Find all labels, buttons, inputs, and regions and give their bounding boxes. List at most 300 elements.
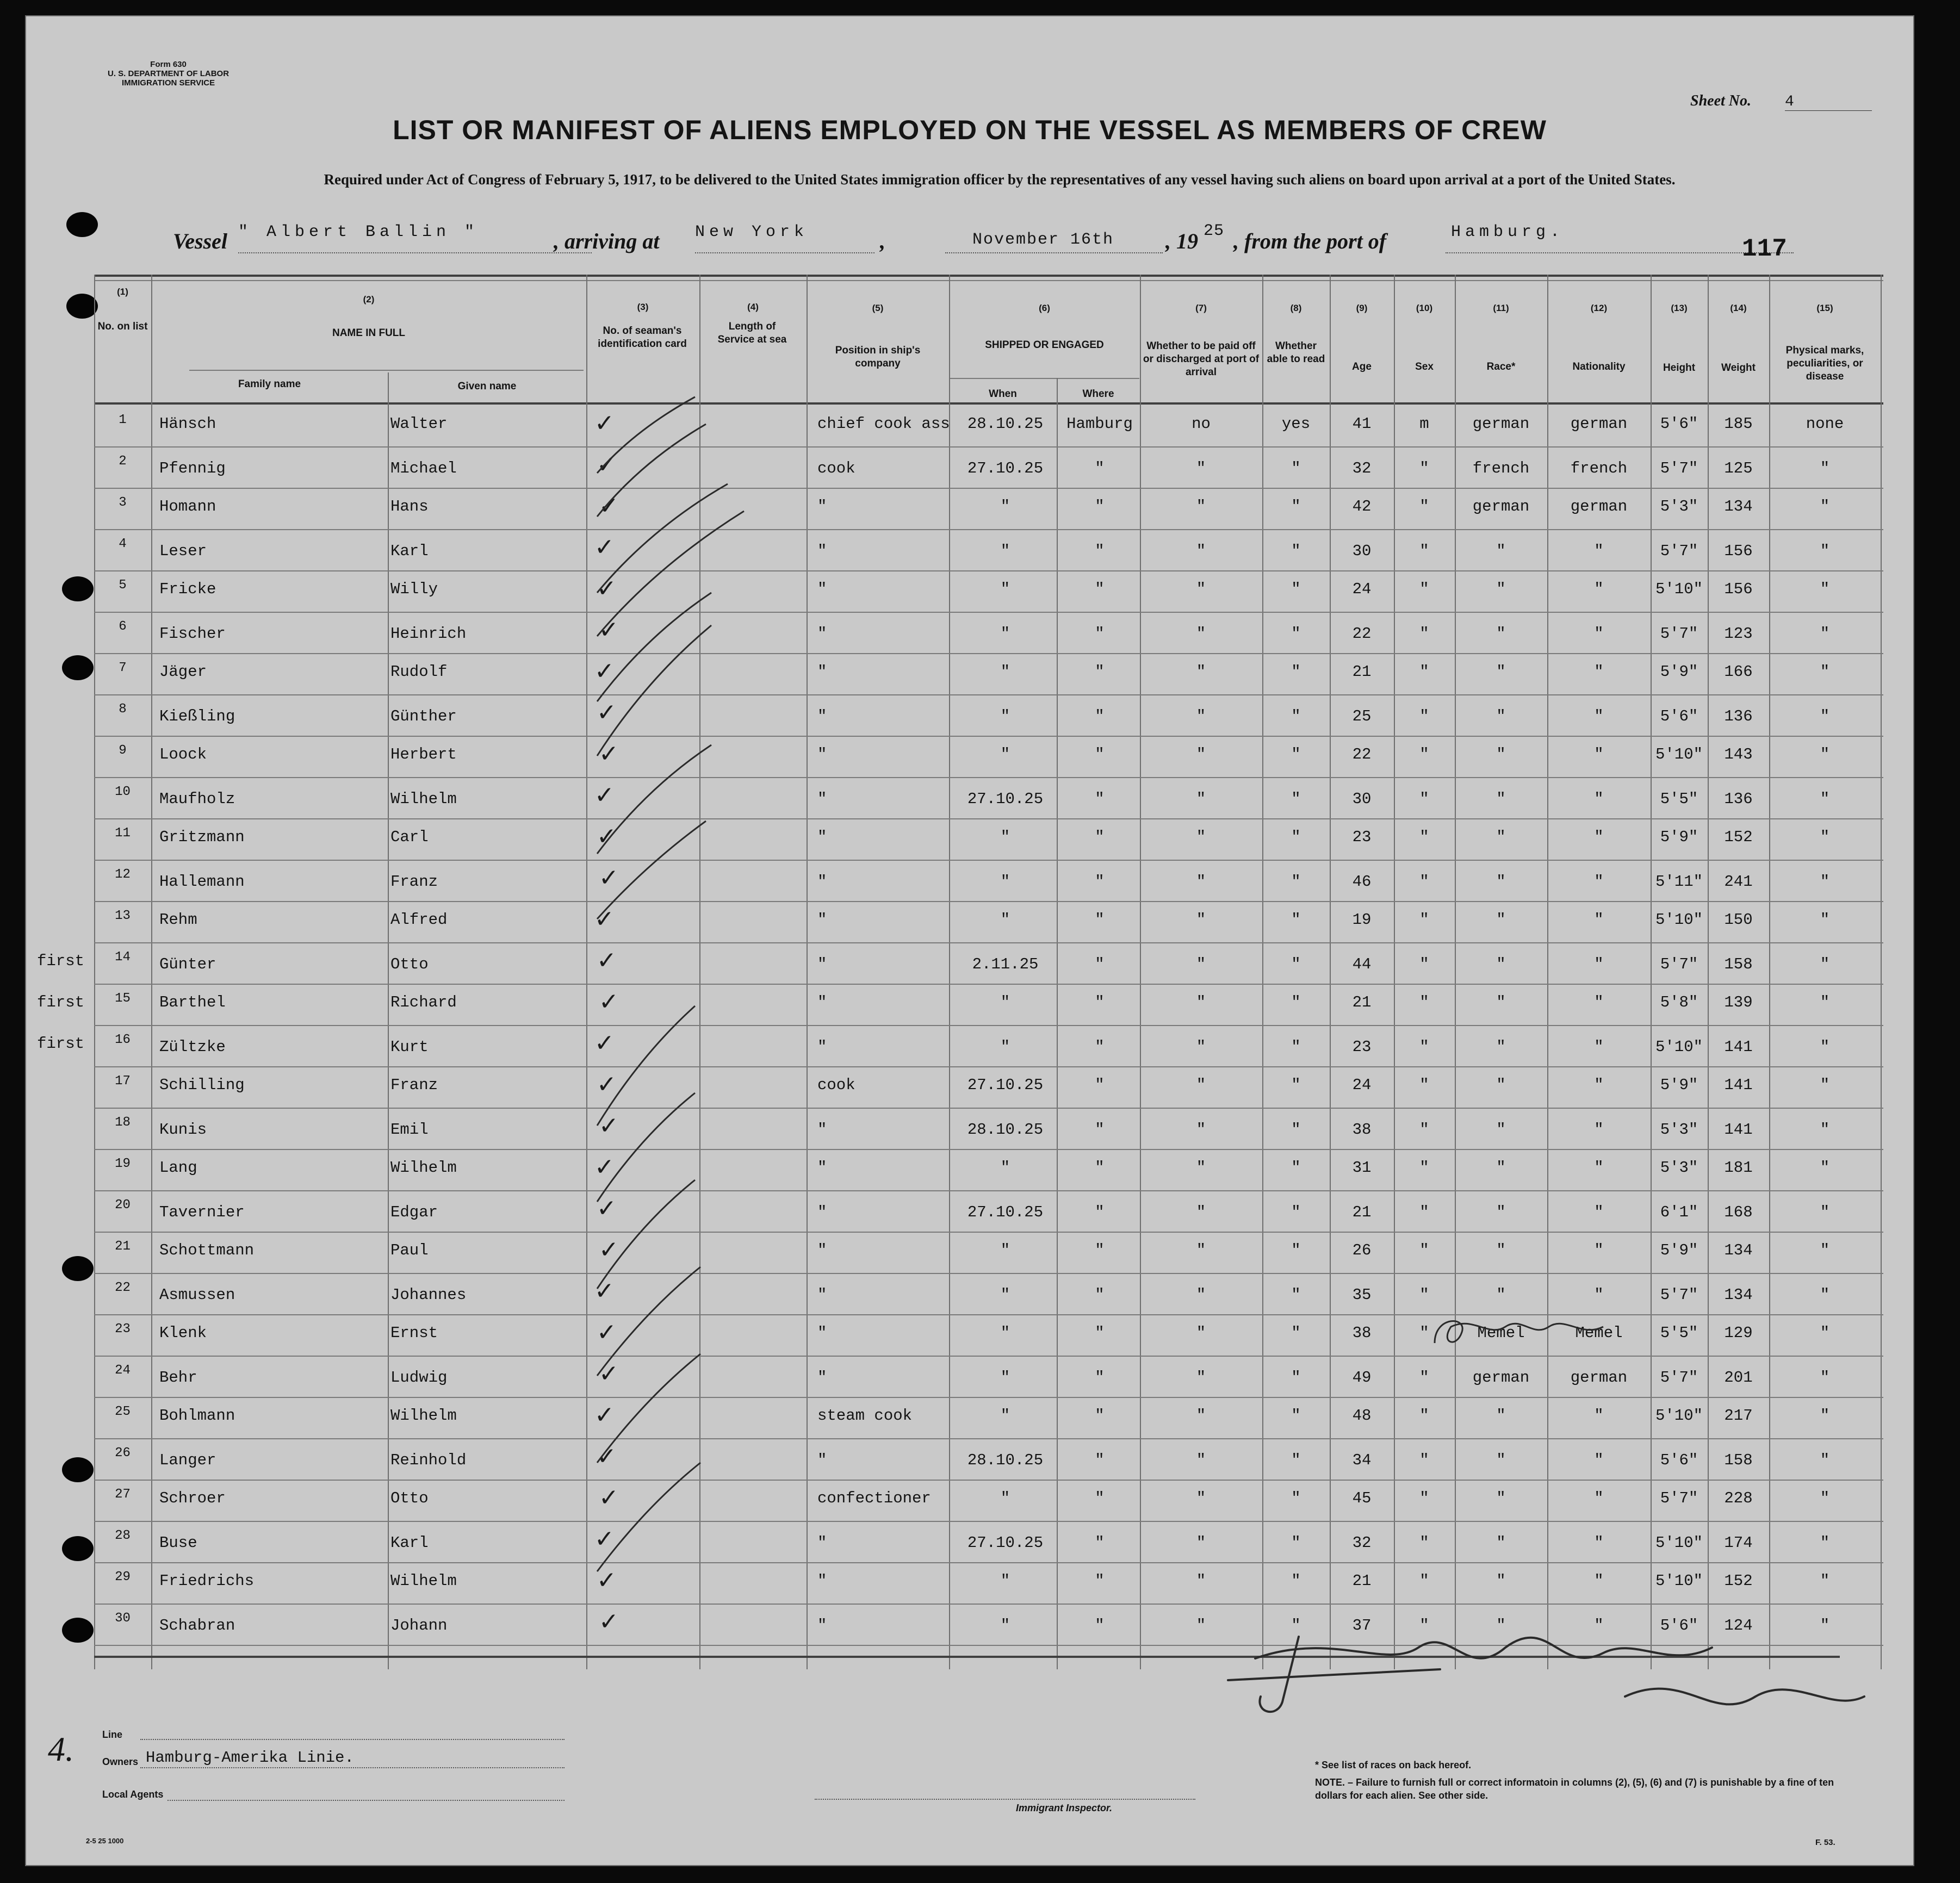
paid-off: " — [1196, 1534, 1206, 1552]
shipped-when: " — [1000, 1572, 1010, 1590]
able-to-read: " — [1291, 707, 1301, 725]
row-number: 30 — [115, 1611, 131, 1626]
check-mark-icon: ✓ — [594, 1277, 615, 1305]
check-mark-icon: ✓ — [599, 1608, 619, 1636]
row-number: 14 — [115, 950, 131, 965]
nationality: " — [1594, 828, 1604, 846]
family-name: Kießling — [159, 707, 235, 725]
position: " — [817, 1451, 827, 1469]
family-name: Hallemann — [159, 873, 245, 891]
shipped-where: " — [1095, 1407, 1105, 1425]
race: " — [1496, 911, 1506, 929]
nationality: " — [1594, 707, 1604, 725]
shipped-where: " — [1095, 1121, 1105, 1139]
position: " — [817, 625, 827, 643]
able-to-read: " — [1291, 790, 1301, 808]
height: 5'3" — [1660, 1121, 1698, 1139]
position: " — [817, 1038, 827, 1056]
shipped-when: " — [1000, 1407, 1010, 1425]
shipped-where: " — [1095, 1534, 1105, 1552]
col14-header: Weight — [1721, 362, 1756, 374]
age: 30 — [1352, 790, 1372, 808]
position: cook — [817, 459, 855, 477]
age: 25 — [1352, 707, 1372, 725]
shipped-when: 27.10.25 — [967, 790, 1044, 808]
race: " — [1496, 663, 1506, 681]
position: " — [817, 828, 827, 846]
able-to-read: " — [1291, 1159, 1301, 1177]
physical-marks: " — [1820, 580, 1830, 598]
physical-marks: " — [1820, 707, 1830, 725]
shipped-when: " — [1000, 911, 1010, 929]
age: 24 — [1352, 1076, 1372, 1094]
physical-marks: none — [1806, 415, 1844, 433]
shipped-when: " — [1000, 993, 1010, 1011]
height: 5'9" — [1660, 1076, 1698, 1094]
paid-off: " — [1196, 1121, 1206, 1139]
family-name: Loock — [159, 745, 207, 763]
shipped-when: " — [1000, 542, 1010, 560]
row-rule — [94, 777, 1883, 778]
position: " — [817, 542, 827, 560]
nationality: " — [1594, 1286, 1604, 1304]
row-rule — [94, 818, 1883, 819]
able-to-read: " — [1291, 1076, 1301, 1094]
column-rule — [388, 372, 389, 1669]
age: 32 — [1352, 459, 1372, 477]
able-to-read: " — [1291, 993, 1301, 1011]
check-mark-icon: ✓ — [597, 823, 617, 850]
shipped-when: 28.10.25 — [967, 415, 1044, 433]
age: 23 — [1352, 828, 1372, 846]
inspector-label: Immigrant Inspector. — [1016, 1803, 1113, 1813]
punch-hole — [62, 1256, 94, 1281]
able-to-read: " — [1291, 663, 1301, 681]
shipped-where: " — [1095, 745, 1105, 763]
weight: 152 — [1724, 1572, 1753, 1590]
check-mark-icon: ✓ — [599, 1360, 619, 1388]
check-mark-icon: ✓ — [594, 1153, 615, 1181]
given-name: Walter — [390, 415, 448, 433]
row-rule — [94, 570, 1883, 571]
weight: 124 — [1724, 1617, 1753, 1635]
age: 34 — [1352, 1451, 1372, 1469]
height: 5'5" — [1660, 790, 1698, 808]
col1-number: (1) — [117, 287, 128, 297]
family-name: Fricke — [159, 580, 216, 598]
physical-marks: " — [1820, 1451, 1830, 1469]
paid-off: " — [1196, 1159, 1206, 1177]
weight: 136 — [1724, 707, 1753, 725]
row-number: 24 — [115, 1363, 131, 1378]
paid-off: " — [1196, 707, 1206, 725]
family-name: Schabran — [159, 1617, 235, 1635]
able-to-read: " — [1291, 828, 1301, 846]
owners-underline — [140, 1767, 565, 1768]
position: " — [817, 1324, 827, 1342]
col6-where-header: Where — [1082, 388, 1114, 400]
nationality: " — [1594, 542, 1604, 560]
given-name: Alfred — [390, 911, 448, 929]
race: german — [1472, 1369, 1530, 1387]
col4-number: (4) — [747, 302, 759, 312]
sex: " — [1419, 1572, 1429, 1590]
vessel-underline — [238, 252, 592, 253]
manifest-sheet: Form 630 U. S. DEPARTMENT OF LABOR IMMIGRATION SERVICE Sheet No. 4 LIST OR MANIFEST OF ALIENS EMPLOYED ON THE VESSEL AS MEMBERS OF CREW Required under Act of Congress of February 5, 1917, to be delivered to the United States immigration officer by the representatives of any vessel having such aliens on board upon arrival at a port of the United States. Vessel " Albert Ballin " , arriving at New York , November 16th , 19 25 , from the port of Hamburg. 117 first first first (1) No. on list (2) NAME IN FULL Family name Given name (3) No. of seaman's identification card (4) Length of Service at sea (5) Position in ship's company (6) SHIPPED OR ENGAGED When Where (7) Whether to be paid off or discharged at port of arrival (8) Whether able to read (9) Age (10) Sex (11) Race* (12) Nationality (13) Height (14) Weight (15) Physical marks, peculiarities, or disease 1 Hänsch Walter chief cook ass 28.10.25 Hamburg no yes 41 m german german 5'6" 185 none ✓ 2 Pfennig Michael cook 27.10.25 " " " 32 " french french 5'7" 125 " ✓ 3 Homann Hans " " " " " 42 " german german 5'3" 134 " ✓ 4 Leser Karl " " " " " 30 " " " 5'7" 156 " ✓ 5 Fricke Willy " " " " " 24 " " " 5'10" 156 " ✓ 6 Fischer Heinrich " " " " " 22 " " " 5'7" 123 " ✓ 7 Jäger Rudolf " " " " " 21 " " " 5'9" 166 " ✓ 8 Kießling Günther " " " " " 25 " " " 5'6" 136 " ✓ 9 Loock Herbert " " " " " 22 " " " 5'10" 143 " ✓ 10 Maufholz Wilhelm " 27.10.25 " " " 30 " " " 5'5" 136 " ✓ 11 Gritzmann Carl " " " " " 23 " " " 5'9" 152 " ✓ 12 Hallemann Franz " " " " " 46 " " " 5'11" 241 " ✓ 13 Rehm Alfred " " " " " 19 " " " 5'10" 150 " ✓ 14 Günter Otto " 2.11.25 " " " 44 " " " 5'7" 158 " ✓ 15 Barthel Richard " " " " " 21 " " " 5'8" 139 " ✓ 16 Zültzke Kurt " " " " " 23 " " " 5'10" 141 " ✓ 17 Schilling Franz cook 27.10.25 " " " 24 " " " 5'9" 141 " ✓ 18 Kunis Emil " 28.10.25 " " " 38 " " " 5'3" 141 " ✓ 19 Lang Wilhelm " " " " " 31 " " " 5'3" 181 " ✓ 20 Tavernier Edgar " 27.10.25 " " " 21 " " " 6'1" 168 " ✓ 21 Schottmann Paul " " " " " 26 " " " 5'9" 134 " ✓ 22 Asmussen Johannes " " " " " 35 " " " 5'7" 134 " ✓ 23 Klenk Ernst " " " " " 38 " Memel Memel 5'5" 129 " ✓ 24 Behr Ludwig " " " " " 49 " german german 5'7" 201 " ✓ 25 Bohlmann Wilhelm steam cook " " " " 48 " " " 5'10" 217 " ✓ 26 Langer Reinhold " 28.10.25 " " " 34 " " " 5'6" 158 " ✓ 27 Schroer Otto confectioner " " " " 45 " " " 5'7" 228 " ✓ 28 Buse Karl " 27.10.25 " " " 32 " " " 5'10" 174 " ✓ 29 Friedrichs Wilhelm " " " " " 21 " " " 5'10" 152 " ✓ 30 Schabran Johann " " " " " 37 " " " 5'6" 124 " ✓ 4. Line Owners Hamburg-Amerika Linie. Local Agents Immigrant Inspector. * See list of races on back hereof. NOTE. – Failure to furnish full or correct informatoin in columns (2), (5), (6) and (7) is punishable by a fine of ten dollars for each alien. See other side. 2-5 25 1000 F. 53. — [25, 15, 1914, 1866]
vessel-name: " Albert Ballin " — [238, 223, 479, 241]
family-name: Klenk — [159, 1324, 207, 1342]
family-name: Bohlmann — [159, 1407, 235, 1425]
able-to-read: " — [1291, 1203, 1301, 1221]
able-to-read: " — [1291, 1451, 1301, 1469]
nationality: " — [1594, 580, 1604, 598]
row-rule — [94, 1397, 1883, 1398]
able-to-read: yes — [1281, 415, 1311, 433]
race: Memel — [1477, 1324, 1525, 1342]
col15-header: Physical marks, peculiarities, or disease — [1785, 345, 1864, 382]
sex: " — [1419, 663, 1429, 681]
row-number: 29 — [115, 1570, 131, 1584]
col2-number: (2) — [363, 294, 375, 304]
row-rule — [94, 1438, 1883, 1439]
able-to-read: " — [1291, 498, 1301, 515]
weight: 181 — [1724, 1159, 1753, 1177]
family-name: Asmussen — [159, 1286, 235, 1304]
paid-off: " — [1196, 580, 1206, 598]
weight: 141 — [1724, 1038, 1753, 1056]
table-top-rule — [94, 275, 1883, 277]
col2-given-header: Given name — [457, 381, 517, 392]
family-name: Kunis — [159, 1121, 207, 1139]
position: confectioner — [817, 1489, 931, 1507]
shipped-when: " — [1000, 1241, 1010, 1259]
race: " — [1496, 1534, 1506, 1552]
nationality: " — [1594, 1076, 1604, 1094]
header-bottom-rule — [94, 402, 1883, 405]
sex: " — [1419, 1203, 1429, 1221]
paid-off: " — [1196, 1489, 1206, 1507]
race: " — [1496, 993, 1506, 1011]
weight: 185 — [1724, 415, 1753, 433]
weight: 141 — [1724, 1121, 1753, 1139]
age: 45 — [1352, 1489, 1372, 1507]
position: " — [817, 1369, 827, 1387]
paid-off: " — [1196, 1572, 1206, 1590]
side-note: first — [37, 1035, 85, 1053]
height: 5'3" — [1660, 498, 1698, 515]
sex: " — [1419, 1451, 1429, 1469]
physical-marks: " — [1820, 1076, 1830, 1094]
weight: 158 — [1724, 1451, 1753, 1469]
weight: 158 — [1724, 955, 1753, 973]
family-name: Günter — [159, 955, 216, 973]
shipped-where: " — [1095, 1203, 1105, 1221]
height: 5'10" — [1655, 1407, 1703, 1425]
print-mark: 2-5 25 1000 — [86, 1837, 124, 1845]
position: " — [817, 911, 827, 929]
arrival-port: New York — [695, 223, 809, 241]
nationality: " — [1594, 1534, 1604, 1552]
height: 5'6" — [1660, 1617, 1698, 1635]
paid-off: no — [1192, 415, 1211, 433]
race: " — [1496, 1241, 1506, 1259]
age: 21 — [1352, 663, 1372, 681]
paid-off: " — [1196, 1451, 1206, 1469]
height: 5'10" — [1655, 580, 1703, 598]
check-mark-icon: ✓ — [597, 1567, 617, 1594]
shipped-where: " — [1095, 1572, 1105, 1590]
weight: 136 — [1724, 790, 1753, 808]
age: 21 — [1352, 1572, 1372, 1590]
able-to-read: " — [1291, 1324, 1301, 1342]
check-mark-icon: ✓ — [597, 699, 617, 726]
col1-header: No. on list — [97, 321, 148, 332]
shipped-where: " — [1095, 542, 1105, 560]
age: 22 — [1352, 745, 1372, 763]
position: " — [817, 745, 827, 763]
race: " — [1496, 1572, 1506, 1590]
nationality: " — [1594, 1038, 1604, 1056]
able-to-read: " — [1291, 873, 1301, 891]
row-rule — [94, 694, 1883, 695]
height: 5'6" — [1660, 707, 1698, 725]
height: 5'6" — [1660, 1451, 1698, 1469]
weight: 134 — [1724, 498, 1753, 515]
able-to-read: " — [1291, 625, 1301, 643]
race: " — [1496, 1617, 1506, 1635]
row-rule — [94, 1066, 1883, 1067]
shipped-where: " — [1095, 498, 1105, 515]
col15-number: (15) — [1816, 303, 1833, 313]
given-name: Heinrich — [390, 625, 467, 643]
sheet-number-label: Sheet No. — [1690, 92, 1751, 109]
able-to-read: " — [1291, 1534, 1301, 1552]
weight: 125 — [1724, 459, 1753, 477]
paid-off: " — [1196, 1324, 1206, 1342]
weight: 217 — [1724, 1407, 1753, 1425]
shipped-where: Hamburg — [1066, 415, 1133, 433]
sex: " — [1419, 1617, 1429, 1635]
shipped-where: " — [1095, 1369, 1105, 1387]
paid-off: " — [1196, 911, 1206, 929]
family-name: Zültzke — [159, 1038, 226, 1056]
col3-number: (3) — [637, 302, 649, 312]
row-number: 15 — [115, 991, 131, 1006]
given-name: Franz — [390, 873, 438, 891]
age: 21 — [1352, 993, 1372, 1011]
physical-marks: " — [1820, 1203, 1830, 1221]
family-name: Schottmann — [159, 1241, 255, 1259]
age: 37 — [1352, 1617, 1372, 1635]
shipped-when: 27.10.25 — [967, 1534, 1044, 1552]
race: " — [1496, 707, 1506, 725]
row-number: 23 — [115, 1322, 131, 1337]
col14-number: (14) — [1730, 303, 1747, 313]
year-prefix: , 19 — [1165, 229, 1198, 253]
punch-hole — [66, 212, 98, 237]
shipped-when: " — [1000, 498, 1010, 515]
height: 5'10" — [1655, 1038, 1703, 1056]
date-underline — [945, 252, 1163, 253]
column-rule — [807, 275, 808, 1669]
fine-note: NOTE. – Failure to furnish full or correct informatoin in columns (2), (5), (6) and (7) is punishable by a fine of ten dollars for each alien. See other side. — [1315, 1777, 1834, 1801]
checkmark-strokes — [586, 375, 760, 1653]
physical-marks: " — [1820, 498, 1830, 515]
shipped-when: 28.10.25 — [967, 1451, 1044, 1469]
height: 5'10" — [1655, 911, 1703, 929]
physical-marks: " — [1820, 1369, 1830, 1387]
height: 5'3" — [1660, 1159, 1698, 1177]
shipped-when: " — [1000, 663, 1010, 681]
races-note: * See list of races on back hereof. — [1315, 1760, 1472, 1770]
side-note: first — [37, 952, 85, 970]
race: " — [1496, 1121, 1506, 1139]
sheet-number-value: 4 — [1785, 94, 1872, 111]
sex: " — [1419, 873, 1429, 891]
weight: 156 — [1724, 580, 1753, 598]
race: german — [1472, 498, 1530, 515]
paid-off: " — [1196, 873, 1206, 891]
physical-marks: " — [1820, 663, 1830, 681]
given-name: Karl — [390, 1534, 429, 1552]
departure-port: Hamburg. — [1451, 223, 1565, 241]
position: " — [817, 1121, 827, 1139]
nationality: french — [1570, 459, 1628, 477]
row-rule — [94, 446, 1883, 448]
col4-header: Length of Service at sea — [717, 321, 787, 345]
race: " — [1496, 625, 1506, 643]
able-to-read: " — [1291, 580, 1301, 598]
shipped-where: " — [1095, 873, 1105, 891]
row-rule — [94, 860, 1883, 861]
given-name: Paul — [390, 1241, 429, 1259]
weight: 201 — [1724, 1369, 1753, 1387]
position: cook — [817, 1076, 855, 1094]
family-name: Buse — [159, 1534, 197, 1552]
check-mark-icon: ✓ — [597, 451, 617, 478]
shipped-where: " — [1095, 1324, 1105, 1342]
race: " — [1496, 1076, 1506, 1094]
sex: " — [1419, 580, 1429, 598]
position: " — [817, 955, 827, 973]
shipped-where: " — [1095, 625, 1105, 643]
paid-off: " — [1196, 459, 1206, 477]
check-mark-icon: ✓ — [599, 988, 619, 1016]
side-note: first — [37, 993, 85, 1011]
position: " — [817, 1286, 827, 1304]
crew-table — [94, 275, 1883, 1669]
row-number: 4 — [119, 537, 127, 551]
age: 21 — [1352, 1203, 1372, 1221]
col12-number: (12) — [1590, 303, 1608, 313]
given-name: Ludwig — [390, 1369, 448, 1387]
page-subtitle: Required under Act of Congress of February 5, 1917, to be delivered to the United States immigration officer by the representatives of any vessel having such aliens on board upon arrival at a port of the United States. — [324, 171, 1676, 188]
given-name: Willy — [390, 580, 438, 598]
paid-off: " — [1196, 745, 1206, 763]
weight: 168 — [1724, 1203, 1753, 1221]
able-to-read: " — [1291, 459, 1301, 477]
check-mark-icon: ✓ — [594, 905, 615, 933]
family-name: Homann — [159, 498, 216, 515]
check-mark-icon: ✓ — [594, 1525, 615, 1553]
able-to-read: " — [1291, 1407, 1301, 1425]
paid-off: " — [1196, 1617, 1206, 1635]
height: 5'7" — [1660, 1489, 1698, 1507]
row-rule — [94, 1273, 1883, 1274]
physical-marks: " — [1820, 1159, 1830, 1177]
race: french — [1472, 459, 1530, 477]
row-rule — [94, 612, 1883, 613]
paid-off: " — [1196, 1369, 1206, 1387]
paid-off: " — [1196, 1407, 1206, 1425]
service-name: IMMIGRATION SERVICE — [121, 78, 215, 88]
nationality: " — [1594, 1617, 1604, 1635]
shipped-when: " — [1000, 828, 1010, 846]
sheet-number-field — [1690, 92, 1872, 111]
age: 48 — [1352, 1407, 1372, 1425]
family-name: Barthel — [159, 993, 226, 1011]
nationality: " — [1594, 1121, 1604, 1139]
weight: 141 — [1724, 1076, 1753, 1094]
shipped-when: " — [1000, 745, 1010, 763]
able-to-read: " — [1291, 542, 1301, 560]
sex: " — [1419, 911, 1429, 929]
physical-marks: " — [1820, 1324, 1830, 1342]
paid-off: " — [1196, 790, 1206, 808]
race: " — [1496, 790, 1506, 808]
row-rule — [94, 488, 1883, 489]
nationality: " — [1594, 873, 1604, 891]
given-name: Johann — [390, 1617, 448, 1635]
sex: " — [1419, 828, 1429, 846]
sex: " — [1419, 542, 1429, 560]
sex: " — [1419, 1241, 1429, 1259]
row-rule — [94, 1356, 1883, 1357]
shipped-when: " — [1000, 1286, 1010, 1304]
col6-when-header: When — [989, 388, 1017, 400]
height: 5'11" — [1655, 873, 1703, 891]
sex: " — [1419, 1038, 1429, 1056]
weight: 139 — [1724, 993, 1753, 1011]
paid-off: " — [1196, 1286, 1206, 1304]
physical-marks: " — [1820, 1121, 1830, 1139]
row-rule — [94, 1604, 1883, 1605]
weight: 123 — [1724, 625, 1753, 643]
race: " — [1496, 1038, 1506, 1056]
sex: " — [1419, 498, 1429, 515]
row-rule — [94, 529, 1883, 530]
check-mark-icon: ✓ — [599, 616, 619, 644]
age: 46 — [1352, 873, 1372, 891]
column-rule — [151, 275, 152, 1669]
able-to-read: " — [1291, 1286, 1301, 1304]
height: 5'9" — [1660, 828, 1698, 846]
sex: " — [1419, 1286, 1429, 1304]
check-mark-icon: ✓ — [599, 1236, 619, 1264]
inspector-underline — [815, 1799, 1195, 1800]
row-number: 8 — [119, 702, 127, 717]
race: " — [1496, 1489, 1506, 1507]
age: 42 — [1352, 498, 1372, 515]
inspector-signature — [1223, 1615, 1875, 1740]
punch-hole — [62, 576, 94, 601]
age: 31 — [1352, 1159, 1372, 1177]
nationality: german — [1570, 498, 1628, 515]
row-number: 16 — [115, 1033, 131, 1047]
col9-number: (9) — [1356, 303, 1368, 313]
position: " — [817, 873, 827, 891]
punch-hole — [62, 1618, 94, 1643]
